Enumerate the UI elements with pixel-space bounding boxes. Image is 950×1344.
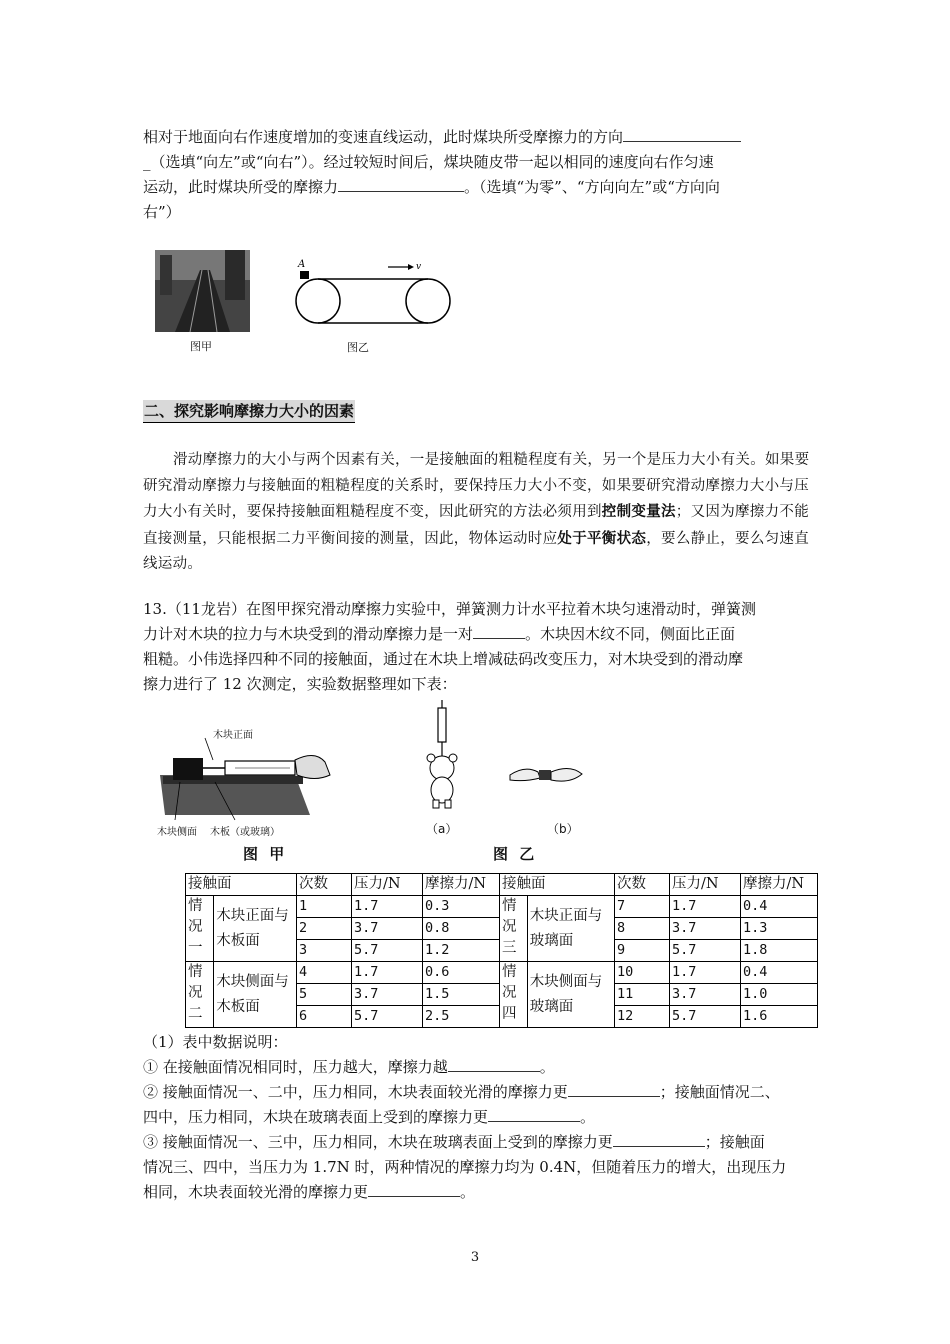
force-cell: 5.7 (670, 1006, 741, 1028)
answer-blank[interactable] (448, 1055, 540, 1072)
question-line: ③ 接触面情况一、三中，压力相同，木块在玻璃表面上受到的摩擦力更 (143, 1133, 613, 1151)
table-row (186, 962, 818, 984)
force-cell: 1.7 (670, 896, 741, 918)
top-paragraph (143, 125, 823, 225)
force-cell: 3.7 (670, 918, 741, 940)
surface-cell: 木块侧面与玻璃面 (527, 962, 614, 1028)
conveyor-diagram (280, 255, 460, 355)
friction-data-table (185, 873, 818, 1028)
left-hand-icon (510, 769, 540, 781)
count-cell: 12 (615, 1006, 670, 1028)
paragraph-line: 运动，此时煤块所受的摩擦力 (143, 178, 339, 196)
force-cell: 3.7 (352, 984, 423, 1006)
surface-cell: 木块正面与木板面 (214, 896, 297, 962)
friction-cell: 2.5 (423, 1006, 500, 1028)
answer-blank[interactable] (568, 1080, 660, 1097)
question-line: 四中，压力相同，木块在玻璃表面上受到的摩擦力更 (143, 1108, 489, 1126)
intro-text: ，要么静止，要么匀速直线运动。 (143, 530, 810, 572)
question-line: 。 (539, 1058, 555, 1076)
question-line: ① 在接触面情况相同时，压力越大，摩擦力越 (143, 1058, 448, 1076)
table-header: 压力/N (670, 874, 741, 896)
question-line: 力计对木块的拉力与木块受到的滑动摩擦力是一对 (143, 625, 474, 643)
velocity-label: v (416, 262, 422, 272)
friction-cell: 0.8 (423, 918, 500, 940)
figure-yi-svg (420, 700, 620, 820)
section-title: 二、探究影响摩擦力大小的因素 (143, 400, 355, 423)
answer-blank[interactable] (473, 622, 525, 639)
question-line: 。 (460, 1183, 476, 1201)
question-line: ② 接触面情况一、二中，压力相同，木块表面较光滑的摩擦力更 (143, 1083, 568, 1101)
hanging-scale-icon (438, 708, 446, 742)
force-cell: 1.7 (352, 896, 423, 918)
paragraph-line: 。（选填“为零”、“方向向左”或“方向向 (464, 178, 720, 196)
surface-cell: 木块侧面与木板面 (214, 962, 297, 1028)
friction-cell: 1.8 (741, 940, 818, 962)
force-cell: 5.7 (670, 940, 741, 962)
label-b: （b） (547, 822, 579, 836)
conveyor-photo-image (155, 250, 265, 350)
count-cell: 11 (615, 984, 670, 1006)
paragraph-line: _（选填“向左”或“向右”）。经过较短时间后，煤块随皮带一起以相同的速度向右作匀速 (143, 153, 714, 171)
table-header: 接触面 (500, 874, 615, 896)
friction-cell: 0.3 (423, 896, 500, 918)
answer-blank[interactable] (488, 1105, 580, 1122)
case-cell: 情 况 四 (500, 962, 528, 1028)
table-header-row (186, 874, 818, 896)
label-top-surface: 木块正面 (213, 730, 253, 741)
count-cell: 3 (297, 940, 352, 962)
friction-cell: 0.6 (423, 962, 500, 984)
question-line: 粗糙。小伟选择四种不同的接触面，通过在木块上增减砝码改变压力，对木块受到的滑动摩 (143, 650, 744, 668)
count-cell: 2 (297, 918, 352, 940)
count-cell: 10 (615, 962, 670, 984)
count-cell: 5 (297, 984, 352, 1006)
question-line: 。 (580, 1108, 596, 1126)
answer-blank[interactable] (623, 125, 741, 142)
figure-label-yi: 图乙 (347, 341, 369, 354)
count-cell: 4 (297, 962, 352, 984)
answer-blank[interactable] (613, 1130, 705, 1147)
question-line: 相同，木块表面较光滑的摩擦力更 (143, 1183, 369, 1201)
conveyor-photo (155, 250, 265, 353)
question-13 (143, 597, 823, 697)
label-a: （a） (426, 822, 458, 836)
conveyor-diagram-svg (280, 255, 460, 335)
hand-icon (295, 755, 330, 778)
force-cell: 5.7 (352, 1006, 423, 1028)
friction-cell: 1.0 (741, 984, 818, 1006)
right-hand-icon (551, 768, 582, 781)
point-a-label: A (298, 259, 306, 270)
friction-cell: 1.6 (741, 1006, 818, 1028)
count-cell: 8 (615, 918, 670, 940)
force-cell: 3.7 (352, 918, 423, 940)
table-header: 摩擦力/N (741, 874, 818, 896)
count-cell: 7 (615, 896, 670, 918)
friction-apparatus-figure (155, 720, 335, 860)
intro-bold-state: 处于平衡状态 (557, 529, 647, 547)
intro-bold-method: 控制变量法 (601, 503, 676, 520)
question-line: 擦力进行了 12 次测定，实验数据整理如下表： (143, 675, 457, 693)
question-line: 13.（11龙岩）在图甲探究滑动摩擦力实验中，弹簧测力计水平拉着木块匀速滑动时，弹簧测 (143, 600, 756, 618)
label-board: 木板（或玻璃） (210, 827, 280, 838)
figure-caption-yi: 图 乙 (493, 845, 538, 863)
force-cell: 5.7 (352, 940, 423, 962)
count-cell: 6 (297, 1006, 352, 1028)
table-header: 压力/N (352, 874, 423, 896)
sub-questions (143, 1030, 823, 1205)
question-line: 情况三、四中，当压力为 1.7N 时，两种情况的摩擦力均为 0.4N，但随着压力的增大，出现压力 (143, 1158, 787, 1176)
label-side: 木块侧面 (157, 827, 197, 838)
friction-cell: 1.5 (423, 984, 500, 1006)
page-number: 3 (470, 1250, 480, 1265)
intro-paragraph (143, 448, 823, 578)
case-cell: 情 况 三 (500, 896, 528, 962)
force-cell: 1.7 (352, 962, 423, 984)
force-cell: 1.7 (670, 962, 741, 984)
paragraph-line: 相对于地面向右作速度增加的变速直线运动，此时煤块所受摩擦力的方向 (143, 128, 624, 146)
intro-text: ；又因为摩擦力不能直接测量，只能根据二力平衡间接的测量，因此，物体运动时应 (143, 504, 809, 547)
intro-text: 滑动摩擦力的大小与两个因素有关，一是接触面的粗糙程度有关，另一个是压力大小有关。如果要研究滑动摩擦力与接触面的粗糙程度的关系时，要保持压力大小不变，如果要研究滑动摩擦力大小与压力大小有关时，要保持接触面粗糙程度不变，因此研究的方法必须用到 (143, 452, 810, 520)
case-cell: 情 况 一 (186, 896, 214, 962)
figure-yi (420, 700, 620, 845)
paragraph-line: 右”） (143, 203, 181, 221)
friction-cell: 0.4 (741, 896, 818, 918)
question-line: 。木块因木纹不同，侧面比正面 (525, 625, 736, 643)
case-cell: 情 况 二 (186, 962, 214, 1028)
friction-cell: 1.2 (423, 940, 500, 962)
object-icon (539, 770, 551, 780)
force-cell: 3.7 (670, 984, 741, 1006)
coal-block-icon (300, 271, 309, 279)
count-cell: 1 (297, 896, 352, 918)
friction-cell: 1.3 (741, 918, 818, 940)
table-header: 摩擦力/N (423, 874, 500, 896)
answer-blank[interactable] (368, 1180, 460, 1197)
friction-cell: 0.4 (741, 962, 818, 984)
count-cell: 9 (615, 940, 670, 962)
question-title: （1）表中数据说明： (143, 1033, 288, 1051)
arrow-right-icon (408, 264, 414, 270)
question-line: ；接触面 (704, 1133, 765, 1151)
table-header: 次数 (615, 874, 670, 896)
figure-label-jia: 图甲 (190, 340, 212, 353)
surface-cell: 木块正面与玻璃面 (527, 896, 614, 962)
table-header: 次数 (297, 874, 352, 896)
table-header: 接触面 (186, 874, 297, 896)
answer-blank[interactable] (338, 175, 464, 192)
figure-caption-jia: 图 甲 (243, 845, 288, 863)
question-line: ；接触面情况二、 (659, 1083, 780, 1101)
table-row (186, 896, 818, 918)
wood-block-icon (173, 758, 203, 780)
